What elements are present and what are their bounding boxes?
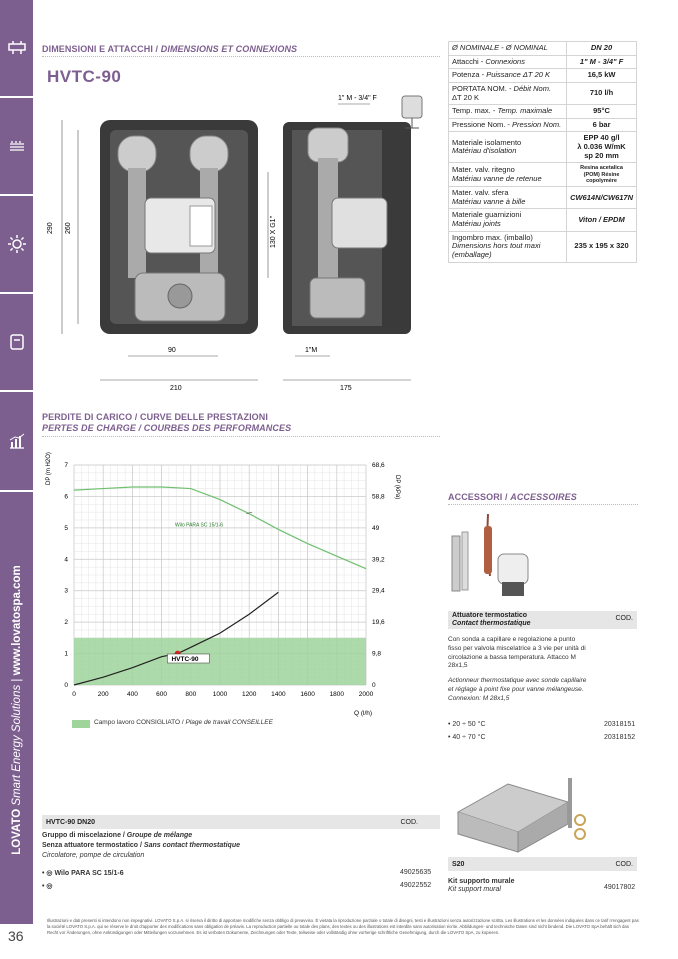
thermostat-option-label: • 40 ÷ 70 °C (448, 734, 486, 741)
spec-label: Temp. max. - Temp. maximale (449, 105, 567, 119)
y-right-tick-label: 19,6 (372, 619, 385, 627)
dim-90: 90 (168, 347, 176, 354)
recommended-range-band (74, 638, 366, 685)
accessories-title: ACCESSORI / ACCESSOIRES (448, 492, 577, 502)
title-divider (42, 56, 440, 57)
accessories-divider (448, 504, 638, 505)
x-tick-label: 800 (185, 691, 197, 698)
thermostat-option-label: • 20 ÷ 50 °C (448, 721, 486, 728)
x-tick-label: 0 (72, 691, 76, 698)
spec-table (448, 41, 637, 263)
dimensions-title: DIMENSIONI E ATTACCHI / DIMENSIONS ET CONNEXIONS (42, 44, 298, 54)
product-option-label: • ◎ Wilo PARA SC 15/1-6 (42, 870, 124, 877)
spec-row (449, 82, 637, 104)
sidebar-tab-heating[interactable] (0, 98, 33, 195)
spec-label: Ø NOMINALE - Ø NOMINAL (449, 42, 567, 56)
y-tick-label: 4 (64, 556, 68, 564)
y-right-tick-label: 39,2 (372, 556, 385, 564)
product-option-code: 49022552 (400, 882, 432, 889)
pressure-loss-label: HVTC-90 (171, 656, 199, 663)
model-name: HVTC-90 (47, 67, 122, 86)
thermostat-cod-label: COD. (615, 615, 633, 622)
thermostat-option-code: 20318152 (604, 734, 636, 741)
product-description: Gruppo di miscelazione / Groupe de mélange Senza attuatore termostatico / Sans contact thermostatique Circolatore, pompe de circulation (42, 832, 240, 860)
x-tick-label: 400 (126, 691, 138, 698)
x-tick-label: 1400 (271, 691, 286, 698)
thermostatic-actuator (402, 96, 422, 118)
sidebar-tab-manifold[interactable] (0, 0, 33, 97)
y-right-tick-label: 68,6 (372, 462, 385, 469)
spec-row (449, 69, 637, 83)
spec-value: 95°C (567, 105, 637, 119)
y-axis-label: DP (m H2O) (46, 452, 52, 485)
thermostat-option-code: 20318151 (604, 721, 636, 728)
spec-value: DN 20 (567, 42, 637, 56)
return-pipe (190, 136, 228, 172)
performance-title: PERDITE DI CARICO / CURVE DELLE PRESTAZIONI PERTES DE CHARGE / COURBES DES PERFORMANCES (42, 412, 292, 434)
performance-chart (36, 445, 416, 720)
spec-row (449, 231, 637, 262)
spec-row (449, 163, 637, 187)
spec-row (449, 42, 637, 56)
x-axis-label: Q (l/h) (354, 710, 373, 717)
wall-bracket-photo (448, 772, 598, 854)
spec-label: Attacchi - Connexions (449, 55, 567, 69)
y-right-tick-label: 9,8 (372, 650, 382, 658)
bracket-name: Kit supporto murale Kit support mural (448, 878, 515, 894)
product-option-code: 49025635 (400, 869, 432, 876)
y-tick-label: 7 (64, 462, 68, 469)
x-tick-label: 1000 (212, 691, 228, 698)
recommended-range-legend: Campo lavoro CONSIGLIATO / Plage de travail CONSEILLEE (94, 719, 273, 726)
product-option-label: • ◎ (42, 883, 53, 890)
spec-value: CW614N/CW617N (567, 187, 637, 209)
x-tick-label: 1600 (300, 691, 315, 698)
spec-row (449, 105, 637, 119)
performance-divider (42, 436, 440, 437)
spec-value: Viton / EPDM (567, 209, 637, 231)
sidebar-tab-metering[interactable] (0, 392, 33, 491)
dim-290: 290 (47, 222, 54, 234)
spec-row (449, 187, 637, 209)
spec-row (449, 118, 637, 132)
product-code-bar: HVTC-90 DN20 COD. (42, 815, 440, 829)
y-tick-label: 6 (64, 493, 68, 501)
x-tick-label: 1800 (329, 691, 345, 698)
sidebar-tab-control[interactable] (0, 294, 33, 391)
recommended-range-swatch (72, 720, 90, 728)
dim-210: 210 (170, 385, 182, 392)
spec-value: EPP 40 g/l λ 0.036 W/mK sp 20 mm (567, 132, 637, 163)
sun-icon (7, 234, 27, 254)
y-right-tick-label: 49 (372, 524, 380, 532)
dim-connection: 1" M - 3/4" F (338, 95, 377, 102)
spec-label: Pressione Nom. - Pression Nom. (449, 118, 567, 132)
sidebar (0, 0, 33, 959)
spec-row (449, 209, 637, 231)
spec-value: 710 l/h (567, 82, 637, 104)
spec-value: 6 bar (567, 118, 637, 132)
y-tick-label: 2 (64, 619, 68, 627)
spec-label: Mater. valv. ritegno Matériau vanne de retenue (449, 163, 567, 187)
radiant-floor-icon (7, 136, 27, 156)
spec-row (449, 132, 637, 163)
website-link[interactable]: www.lovatospa.com (10, 565, 23, 676)
x-tick-label: 200 (97, 691, 109, 698)
sidebar-tab-solar[interactable] (0, 196, 33, 293)
dim-175: 175 (340, 385, 352, 392)
y-right-axis-label: DP (kPa) (394, 475, 400, 500)
pump-curve-label: Wilo PARA SC 15/1-6 (175, 522, 223, 529)
bracket-code: 49017802 (604, 884, 636, 891)
y-tick-label: 5 (64, 524, 68, 532)
spec-label: PORTATA NOM. - Débit Nom. ΔT 20 K (449, 82, 567, 104)
spec-value: 16,5 kW (567, 69, 637, 83)
spec-value: 235 x 195 x 320 (567, 231, 637, 262)
y-tick-label: 1 (64, 650, 68, 658)
x-tick-label: 600 (156, 691, 168, 698)
spec-value: 1" M - 3/4" F (567, 55, 637, 69)
y-right-tick-label: 0 (372, 682, 376, 689)
spec-row (449, 55, 637, 69)
spec-label: Ingombro max. (imballo) Dimensions hors tout maxi (emballage) (449, 231, 567, 262)
controller-icon (7, 332, 27, 352)
spec-value: Resina acetalica (POM) Résine copolymère (567, 163, 637, 187)
y-tick-label: 3 (64, 587, 68, 595)
thermostat-description: Con sonda a capillare e regolazione a punto fisso per valvola miscelatrice a 3 vie per unità di circolazione a bassa temperatura. Attacco M 28x1,5 Actionneur thermostatique avec sonde capillaire et réglage à point fixe pour vanne mélangeuse. Connexion: M 28x1,5 (448, 636, 587, 702)
legal-footer: Illustrazioni e dati presenti si intendono non impegnativi. LOVATO S.p.A. si riserva il diritto di apportare modifiche senza obbligo di preavviso. È vietata la riproduzione parziale o totale di disegni, testi e illustrazioni senza autorizzazione scritta. Les illustrations et les données indiquées dans ce tarif n'engagent pas la société LOVATO S.p.A. qui se réserve le droit d'apporter des modifications sans obligation de préavis. La reproduction partielle ou totale des plans, des textes ou des illustrations est interdite sans autorisation écrite. Abbildungen- und technische Daten sind nicht bindend. Die LOVATO SpA behält sich das Recht vor Änderungen, ohne Ankündigungen oder Mitteilungen vorzunehmen. Es ist verboten Dokumente, Zeichnungen oder Texte, teilweise oder vollständig ohne vorherige schriftliche Genehmigung, durch die LOVATO SpA, zu kopieren. (47, 918, 639, 935)
y-right-tick-label: 29,4 (372, 587, 385, 595)
supply-pipe (118, 136, 156, 172)
page-number: 36 (8, 928, 24, 944)
dim-130: 130 X G1" (270, 215, 277, 248)
bar-chart-icon (7, 431, 27, 451)
spec-label: Materiale isolamento Matériau d'isolation (449, 132, 567, 163)
bracket-product-bar: S20 COD. (448, 857, 637, 871)
x-tick-label: 2000 (358, 691, 374, 698)
y-right-tick-label: 58,8 (372, 493, 385, 501)
y-tick-label: 0 (64, 682, 68, 689)
spec-label: Potenza - Puissance ΔT 20 K (449, 69, 567, 83)
thermostat-product-bar: Attuatore termostatico Contact thermostatique COD. (448, 611, 637, 629)
spec-label: Materiale guarnizioni Matériau joints (449, 209, 567, 231)
dim-260: 260 (65, 222, 72, 234)
dimension-drawing (40, 88, 450, 398)
sidebar-brand-text: LOVATO Smart Energy Solutions | www.lovatospa.com (10, 565, 23, 855)
thermostatic-actuator-photo (448, 506, 548, 606)
manifold-icon (7, 38, 27, 58)
x-tick-label: 1200 (241, 691, 257, 698)
spec-label: Mater. valv. sfera Matériau vanne à bille (449, 187, 567, 209)
dim-1m: 1"M (305, 347, 318, 354)
